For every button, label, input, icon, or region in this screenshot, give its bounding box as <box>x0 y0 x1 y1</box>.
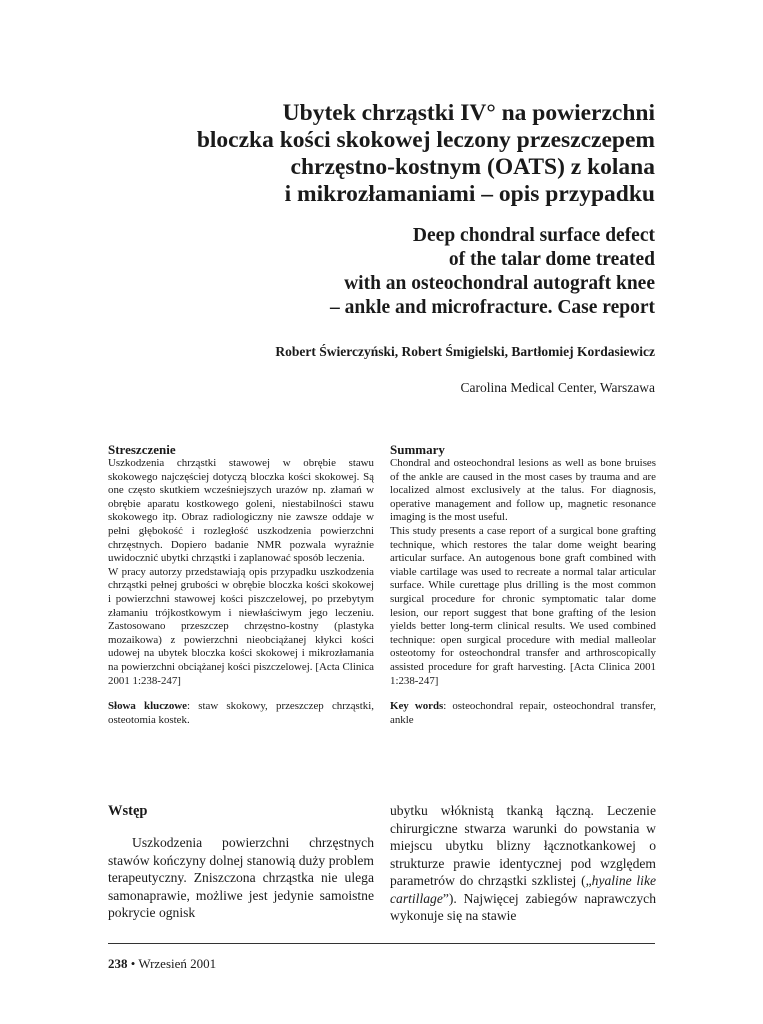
intro-column-left <box>108 834 374 922</box>
abstract-pl-heading: Streszczenie <box>108 442 176 457</box>
title-en-line: with an osteochondral autograft knee <box>344 273 655 294</box>
title-en-line: – ankle and microfracture. Case report <box>330 297 655 318</box>
intro-paragraph-continued <box>390 802 656 925</box>
abstract-en-heading: Summary <box>390 442 445 457</box>
keywords-pl-text: : staw skokowy, przeszczep chrząstki, osteotomia kostek. <box>108 700 375 726</box>
title-en-line: of the talar dome treated <box>448 249 655 270</box>
abstract-english <box>390 443 656 727</box>
keywords-en-text: : osteochondral repair, osteochondral transfer, ankle <box>390 700 656 726</box>
keywords-en-label: Key words <box>390 700 444 713</box>
title-pl-line: Ubytek chrząstki IV° na powierzchni <box>282 100 655 126</box>
abstract-polish <box>108 443 374 727</box>
title-en-line: Deep chondral surface defect <box>412 225 655 246</box>
article-title-english <box>175 224 655 320</box>
intro-heading: Wstęp <box>108 803 148 819</box>
keywords-en <box>390 700 656 727</box>
keywords-pl <box>108 700 374 727</box>
affiliation: Carolina Medical Center, Warszawa <box>460 380 655 395</box>
footer-divider <box>108 943 655 944</box>
title-pl-line: bloczka kości skokowej leczony przeszczepem <box>196 127 655 153</box>
page-footer <box>108 956 216 972</box>
title-pl-line: i mikrozłamaniami – opis przypadku <box>284 181 655 207</box>
intro-text: ”). Najwięcej zabiegów naprawczych wykonuje się na stawie <box>390 890 656 923</box>
abstract-pl-paragraph: Uszkodzenia chrząstki stawowej w obrębie stawu skokowego najczęściej dotyczą bloczka kości skokowej. Są one często skutkiem wcześniejszych urazów np. złamań w obrębie aparatu kostkowego goleni, niestabilności stawu skokowego itp. Obraz radiologiczny nie zawsze oddaje w pełni głębokość i rozległość uszkodzenia powierzchni chrzęstnych. Dopiero badanie NMR pozwala wyraźnie uwidocznić ubytki chrząstki i zaplanować sposób leczenia. <box>108 457 374 565</box>
article-title-polish <box>95 100 655 208</box>
abstract-pl-paragraph: W pracy autorzy przedstawiają opis przypadku uszkodzenia chrząstki pełnej grubości w obrębie bloczka kości skokowej i powierzchni stawowej kości piszczelowej, po przebytym złamaniu trójkostkowym i niewłaściwym jego leczeniu. Zastosowano przeszczep chrzęstno-kostny (plastyka mozaikowa) z powierzchni nieobciążanej kłykci kości udowej na ubytek bloczka kości skokowej i mikrozłamania na powierzchni obciążanej kości piszczelowej. [Acta Clinica 2001 1:238-247] <box>108 565 374 687</box>
footer-bullet: • <box>130 956 136 971</box>
intro-text: ubytku włóknistą tkanką łączną. Leczenie chirurgiczne stwarza warunki do powstania w miejscu ubytku blizny łącznotkankowej o strukturze prawie identycznej pod względem parametrów do chrząstki szklistej („ <box>390 803 656 888</box>
issue-date: Wrzesień 2001 <box>138 956 217 971</box>
title-pl-line: chrzęstno-kostnym (OATS) z kolana <box>290 154 655 180</box>
page-number: 238 <box>108 956 128 971</box>
intro-column-right <box>390 802 656 925</box>
keywords-pl-label: Słowa kluczowe <box>108 700 188 713</box>
abstract-en-paragraph: This study presents a case report of a surgical bone grafting technique, which restores the talar dome weight bearing articular surface. An autogenous bone graft combined with viable cartilage was used to recreate a normal talar articular surface. While curettage plus drilling is the most common surgical procedure for chronic symptomatic talar dome lesion, our report suggest that bone grafting of the lesion yields better long-term clinical results. We used combined technique: open surgical procedure with medial malleolar osteotomy for osteochondral transfer and arthroscopically assisted procedure for graft harvesting. [Acta Clinica 2001 1:238-247] <box>390 524 656 687</box>
intro-italic-term: hyaline like cartillage <box>390 873 657 906</box>
abstract-en-paragraph: Chondral and osteochondral lesions as well as bone bruises of the ankle are caused in the most cases by trauma and are localized almost exclusively at the talus. For diagnosis, operative management and follow up, magnetic resonance imaging is the most useful. <box>390 457 656 524</box>
authors: Robert Świerczyński, Robert Śmigielski, Bartłomiej Kordasiewicz <box>275 344 655 359</box>
intro-paragraph: Uszkodzenia powierzchni chrzęstnych stawów kończyny dolnej stanowią duży problem terapeutyczny. Zniszczona chrząstka nie ulega samonaprawie, możliwe jest jedynie samoistne pokrycie ognisk <box>108 835 374 920</box>
